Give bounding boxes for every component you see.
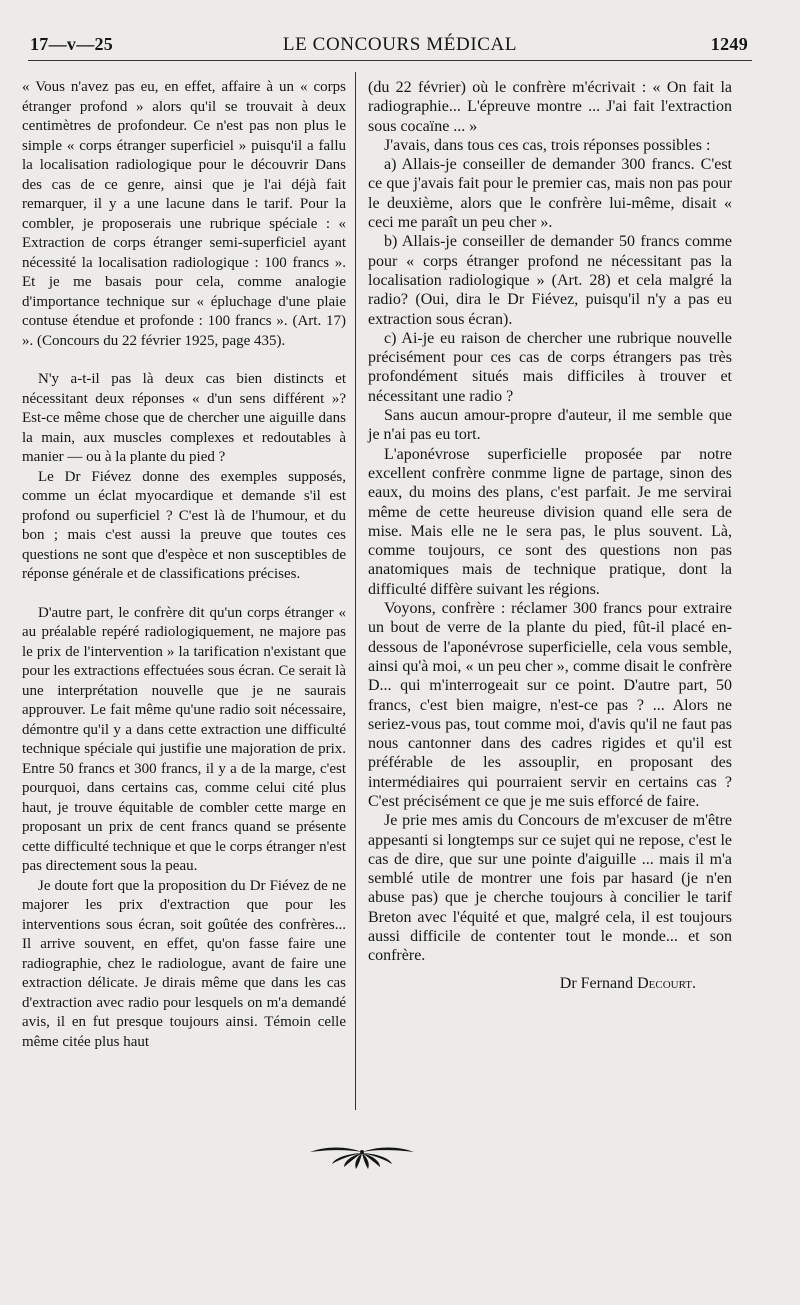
paragraph: Sans aucun amour-propre d'auteur, il me semble que je n'ai pas eu tort.: [368, 407, 732, 444]
signature: [368, 974, 732, 993]
paragraph: N'y a-t-il pas là deux cas bien distincts et nécessitant deux réponses « d'un sens différent »? Est-ce même chose que de chercher une aiguille dans la main, aux muscles complexes et redoutables à manier — ou à la plante du pied ?: [22, 371, 346, 465]
paragraph: « Vous n'avez pas eu, en effet, affaire à un « corps étranger profond » alors qu'il se trouvait à deux centimètres de profondeur. Ce n'est pas non plus le simple « corps étranger superficiel » puisqu'il a fallu la localisation radiologique pour le découvrir Dans des cas de ce genre, ainsi que je l'ai déjà fait remarquer, il y a une lacune dans le tarif. Pour la combler, je proposerais une rubrique spéciale : « Extraction de corps étranger semi-superficiel ayant nécessité la localisation radiologique : 100 francs ». Et je me basais pour cela, comme analogie d'importance technique sur « épluchage d'une plaie contuse étendue et profonde : 100 francs ». (Art. 17) ». (Concours du 22 février 1925, page 435).: [22, 79, 346, 349]
header-journal-title: LE CONCOURS MÉDICAL: [282, 34, 518, 55]
header-date: 17—v—25: [30, 34, 114, 54]
header-page-number: 1249: [710, 34, 748, 54]
paragraph: c) Ai-je eu raison de chercher une rubrique nouvelle précisément pour ces cas de corps étrangers pas très profondément situés mais difficiles à trouver et nécessitant une radio ?: [368, 329, 732, 405]
paragraph: Voyons, confrère : réclamer 300 francs pour extraire un bout de verre de la plante du pied, fût-il placé en-dessous de l'aponévrose superficielle, cela vous semble, ainsi qu'à moi, « un peu cher », comme disait le confrère D... qui m'interrogeait sur ce point. D'autre part, 50 francs, c'est bien maigre, n'est-ce pas ? ... Alors ne seriez-vous pas, tout comme moi, d'avis qu'il ne faut pas nous cantonner dans des cadres rigides et qu'il est préférable de les assouplir, en proposant des intermédiaires qui pourraient servir en certains cas ? C'est précisément ce que je me suis efforcé de faire.: [368, 600, 732, 810]
column-divider: [355, 72, 356, 1110]
signature-last-name: Decourt.: [637, 974, 696, 992]
header-rule: [28, 60, 752, 61]
paragraph: a) Allais-je conseiller de demander 300 francs. C'est ce que j'avais fait pour le premier cas, mais non pas pour le deuxième, alors que le confrère lui-même, disait « ceci me paraît un peu cher ».: [368, 156, 732, 232]
paragraph: Je prie mes amis du Concours de m'excuser de m'être appesanti si longtemps sur ce sujet qui ne repose, c'est le cas de dire, que sur une pointe d'aiguille ... mais il m'a semblé utile de montrer une fois par hasard (je n'en abuse pas) que je cherche toujours à concilier le tarif Breton avec l'équité et que, malgré cela, il est toujours aussi difficile de contenter tout le monde... et son confrère.: [368, 812, 732, 965]
signature-title: Dr: [559, 974, 577, 992]
paragraph: L'aponévrose superficielle proposée par notre excellent confrère conmme ligne de partage, sinon des eaux, du moins des plans, c'est parfait. Je me servirai même de cette heureuse division quand elle sera de mise. Mais elle ne le sera pas, le plus souvent. Là, comme toujours, ce sont des questions non pas anatomiques mais de technique pratique, dont la difficulté diffère suivant les régions.: [368, 445, 732, 598]
paragraph: Le Dr Fiévez donne des exemples supposés, comme un éclat myocardique et demande s'il est profond ou superficiel ? C'est là de l'humour, et du bon ; mais c'est aussi la preuve que toutes ces questions ne sont que d'espèce et non susceptibles de réponse générale et de classifications précises.: [22, 468, 346, 582]
left-column: [22, 78, 346, 1052]
right-column: [368, 78, 732, 993]
signature-first-name: Fernand: [580, 974, 634, 992]
paragraph: b) Allais-je conseiller de demander 50 francs comme pour « corps étranger profond ne nécessitant pas la localisation radiologique » (Art. 28) et cela malgré la radio? (Oui, dira le Dr Fiévez, puisqu'il n'y a pas eu extraction sous écran).: [368, 233, 732, 328]
fleuron-ornament-icon: [306, 1140, 418, 1170]
paragraph: Je doute fort que la proposition du Dr Fiévez de ne majorer les prix d'extraction que pour les interventions sous écran, soit goûtée des confrères... Il arrive souvent, en effet, qu'on fasse faire une radiographie, chez le radiologue, avant de faire une extraction délicate. Je dirais même que dans les cas d'extraction avec radio pour lesquels on m'a demandé avis, il en fut presque toujours ainsi. Témoin celle même citée plus haut: [22, 877, 346, 1050]
paragraph: J'avais, dans tous ces cas, trois réponses possibles :: [384, 136, 711, 154]
paragraph: (du 22 février) où le confrère m'écrivait : « On fait la radiographie... L'épreuve montre ... J'ai fait l'extraction sous cocaïne ... »: [368, 79, 732, 135]
paragraph: D'autre part, le confrère dit qu'un corps étranger « au préalable repéré radiologiquement, ne majore pas le prix de l'intervention » la tarification n'existant que pour les extractions effectuées sous écran. Ce serait là une interprétation nouvelle que je ne saurais approuver. Le fait même qu'une radio soit nécessaire, démontre qu'il y a dans cette extraction une difficulté technique spéciale qui justifie une majoration de prix. Entre 50 francs et 300 francs, il y a de la marge, c'est pourquoi, dans certains cas, comme celui cité plus haut, je trouve équitable de combler cette marge en proposant un prix de cent francs quand se présente cette difficulté technique et que le corps étranger n'est pas directement sous la peau.: [22, 604, 346, 874]
